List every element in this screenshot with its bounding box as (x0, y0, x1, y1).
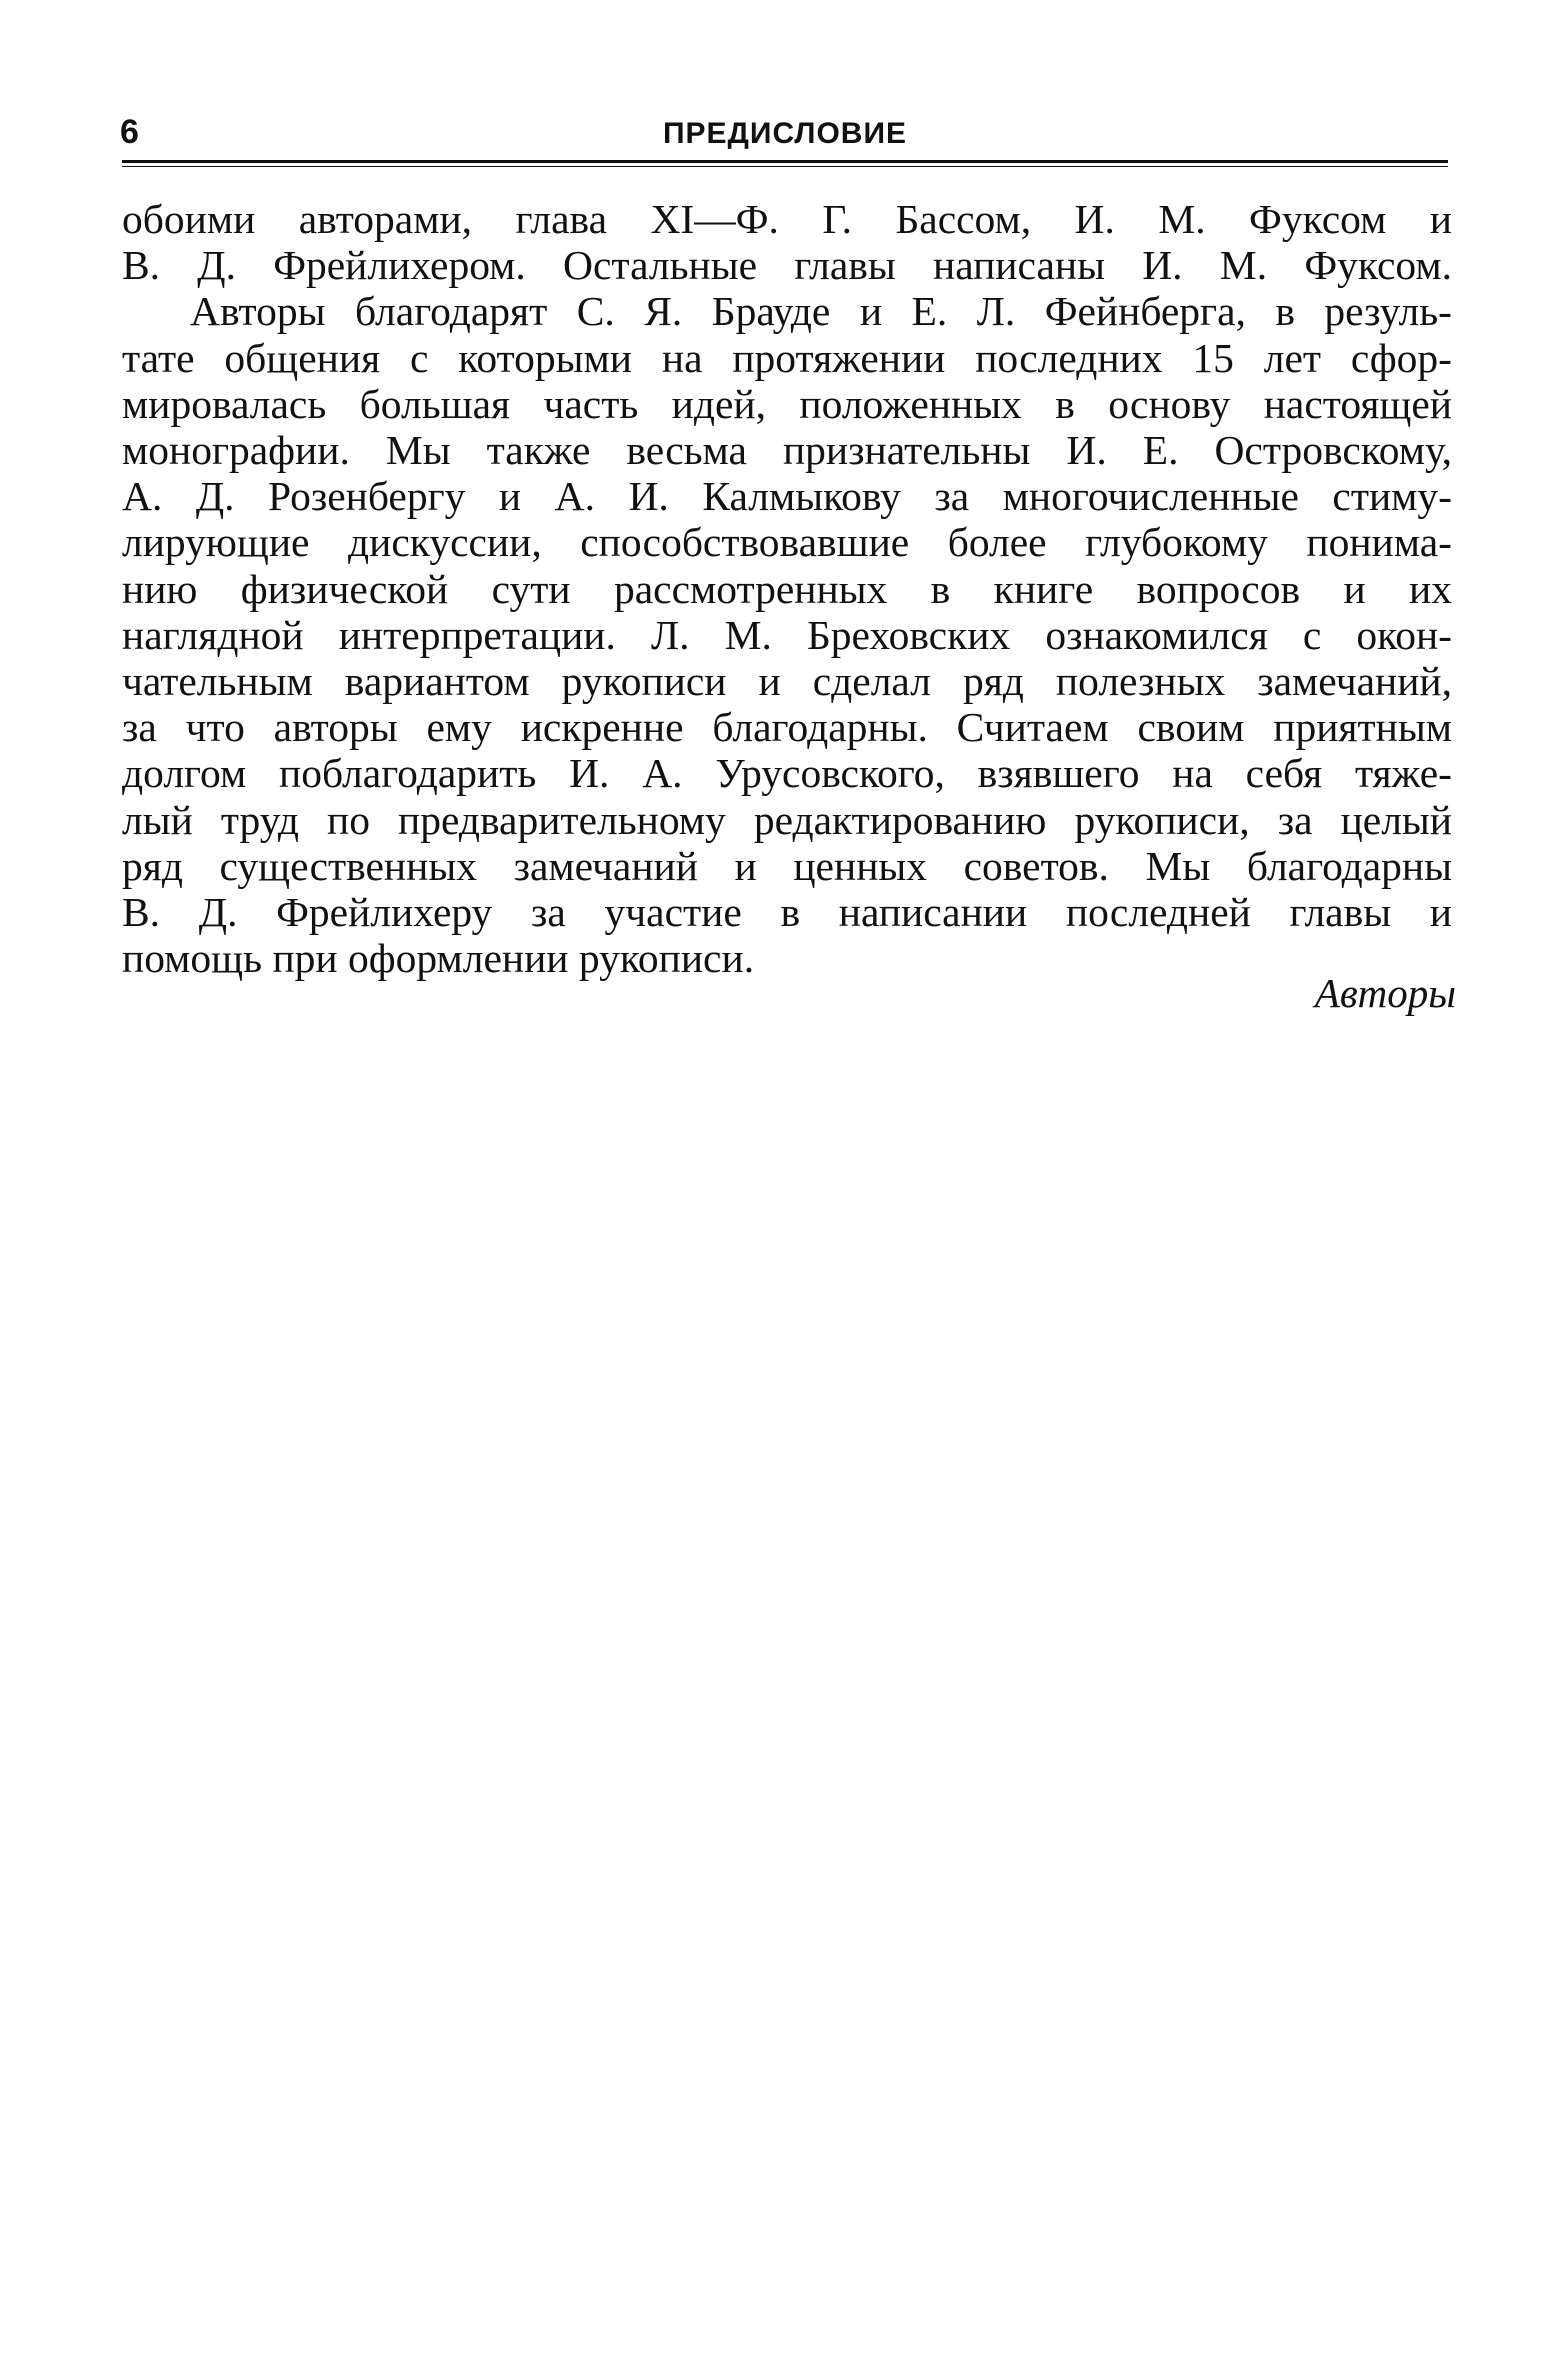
text-line: мировалась большая часть идей, положенных в основу настоящей (122, 380, 1452, 427)
text-line: ряд существенных замечаний и ценных советов. Мы благодарны (122, 842, 1452, 889)
text-line: долгом поблагодарить И. А. Урусовского, взявшего на себя тяже- (122, 750, 1452, 797)
text-line: лый труд по предварительному редактированию рукописи, за целый (122, 796, 1452, 843)
text-line: обоими авторами, глава XI—Ф. Г. Бассом, И. М. Фуксом и (122, 196, 1452, 242)
text-line: помощь при оформлении рукописи. (122, 935, 755, 982)
text-line: А. Д. Розенбергу и А. И. Калмыкову за многочисленные стиму- (122, 473, 1452, 520)
body-text (122, 196, 1452, 981)
text-line: В. Д. Фрейлихером. Остальные главы написаны И. М. Фуксом. (122, 242, 1452, 289)
text-line: тате общения с которыми на протяжении последних 15 лет сфор- (122, 334, 1452, 381)
page-number: 6 (120, 113, 139, 151)
text-line: наглядной интерпретации. Л. М. Бреховских ознакомился с окон- (122, 611, 1452, 658)
text-line: нию физической сути рассмотренных в книге вопросов и их (122, 565, 1452, 612)
text-line: монографии. Мы также весьма признательны И. Е. Островскому, (122, 427, 1452, 474)
text-line: Авторы благодарят С. Я. Брауде и Е. Л. Фейнберга, в резуль- (190, 288, 1452, 335)
header-rule-thin (122, 166, 1448, 167)
page-header (120, 108, 1450, 156)
text-line: лирующие дискуссии, способствовавшие более глубокому понима- (122, 519, 1452, 566)
text-line: В. Д. Фрейлихеру за участие в написании последней главы и (122, 889, 1452, 936)
signature: Авторы (1314, 970, 1456, 1016)
text-line: чательным вариантом рукописи и сделал ряд полезных замечаний, (122, 658, 1452, 705)
running-title: ПРЕДИСЛОВИЕ (662, 117, 908, 150)
text-line: за что авторы ему искренне благодарны. Считаем своим приятным (122, 704, 1452, 751)
header-rule (122, 160, 1448, 163)
